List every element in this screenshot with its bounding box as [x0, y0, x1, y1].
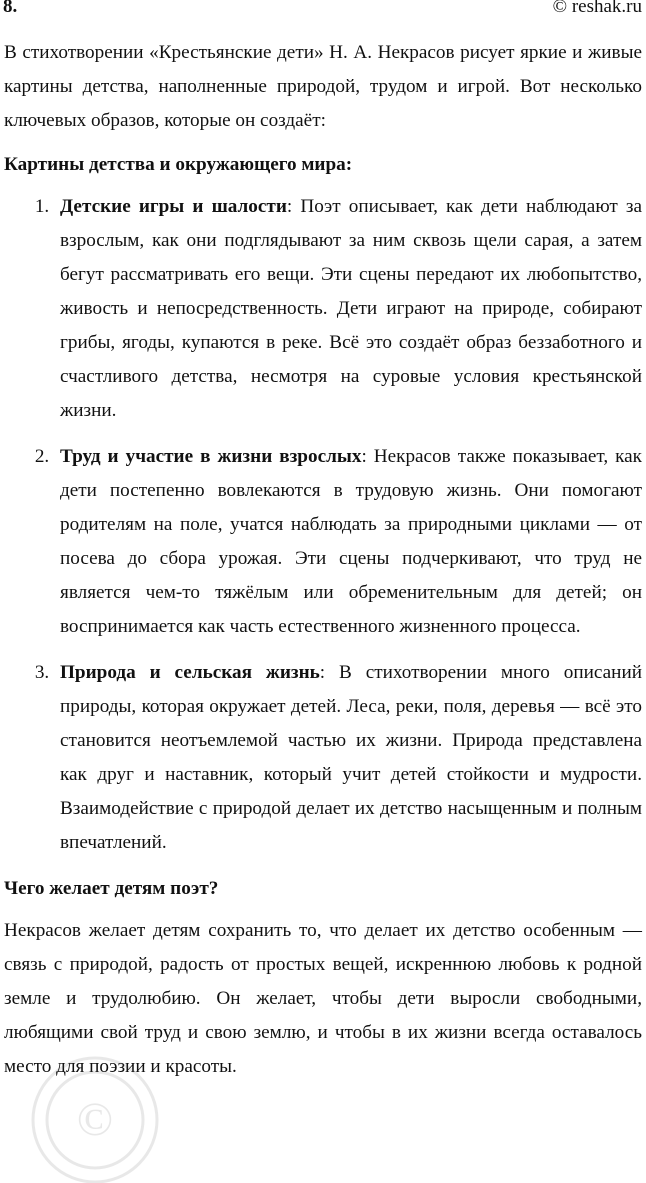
svg-text:©: ©	[76, 1093, 114, 1146]
section-heading-wish: Чего желает детям поэт?	[4, 878, 219, 899]
list-item	[54, 190, 642, 428]
answer-content	[4, 36, 642, 1084]
images-list	[4, 190, 642, 860]
list-item-title: Труд и участие в жизни взрослых	[60, 446, 362, 467]
list-item-text: : Некрасов также показывает, как дети постепенно вовлекаются в трудовую жизнь. Они помогают родителям на поле, учатся наблюдать за природными циклами — от посева до сбора урожая. Эти сцены подчеркивают, что труд не является чем-то тяжёлым или обременительным для детей; он воспринимается как часть естественного жизненного процесса.	[60, 446, 642, 637]
list-item-text: : Поэт описывает, как дети наблюдают за взрослым, как они подглядывают за ним сквозь щели сарая, а затем бегут рассматривать его вещи. Эти сцены передают их любопытство, живость и непосредственность. Дети играют на природе, собирают грибы, ягоды, купаются в реке. Всё это создаёт образ беззаботного и счастливого детства, несмотря на суровые условия крестьянской жизни.	[60, 196, 643, 421]
list-item	[54, 656, 642, 860]
list-item-title: Детские игры и шалости	[60, 196, 287, 217]
list-item	[54, 440, 642, 644]
task-number: 8.	[3, 0, 18, 17]
section-heading-pictures: Картины детства и окружающего мира:	[4, 154, 353, 175]
list-item-text: : В стихотворении много описаний природы, которая окружает детей. Леса, реки, поля, деревья — всё это становится неотъемлемой частью их жизни. Природа представлена как друг и наставник, который учит детей стойкости и мудрости. Взаимодействие с природой делает их детство насыщенным и полным впечатлений.	[60, 662, 642, 853]
intro-paragraph: В стихотворении «Крестьянские дети» Н. А. Некрасов рисует яркие и живые картины детства, наполненные природой, трудом и игрой. Вот несколько ключевых образов, которые он создаёт:	[4, 42, 642, 131]
site-label: © reshak.ru	[552, 0, 642, 17]
conclusion-paragraph: Некрасов желает детям сохранить то, что делает их детство особенным — связь с природой, радость от простых вещей, искреннюю любовь к родной земле и трудолюбию. Он желает, чтобы дети выросли свободными, любящими свой труд и свою землю, и чтобы в их жизни всегда оставалось место для поэзии и красоты.	[4, 920, 642, 1077]
page-header	[0, 0, 646, 22]
list-item-title: Природа и сельская жизнь	[60, 662, 320, 683]
